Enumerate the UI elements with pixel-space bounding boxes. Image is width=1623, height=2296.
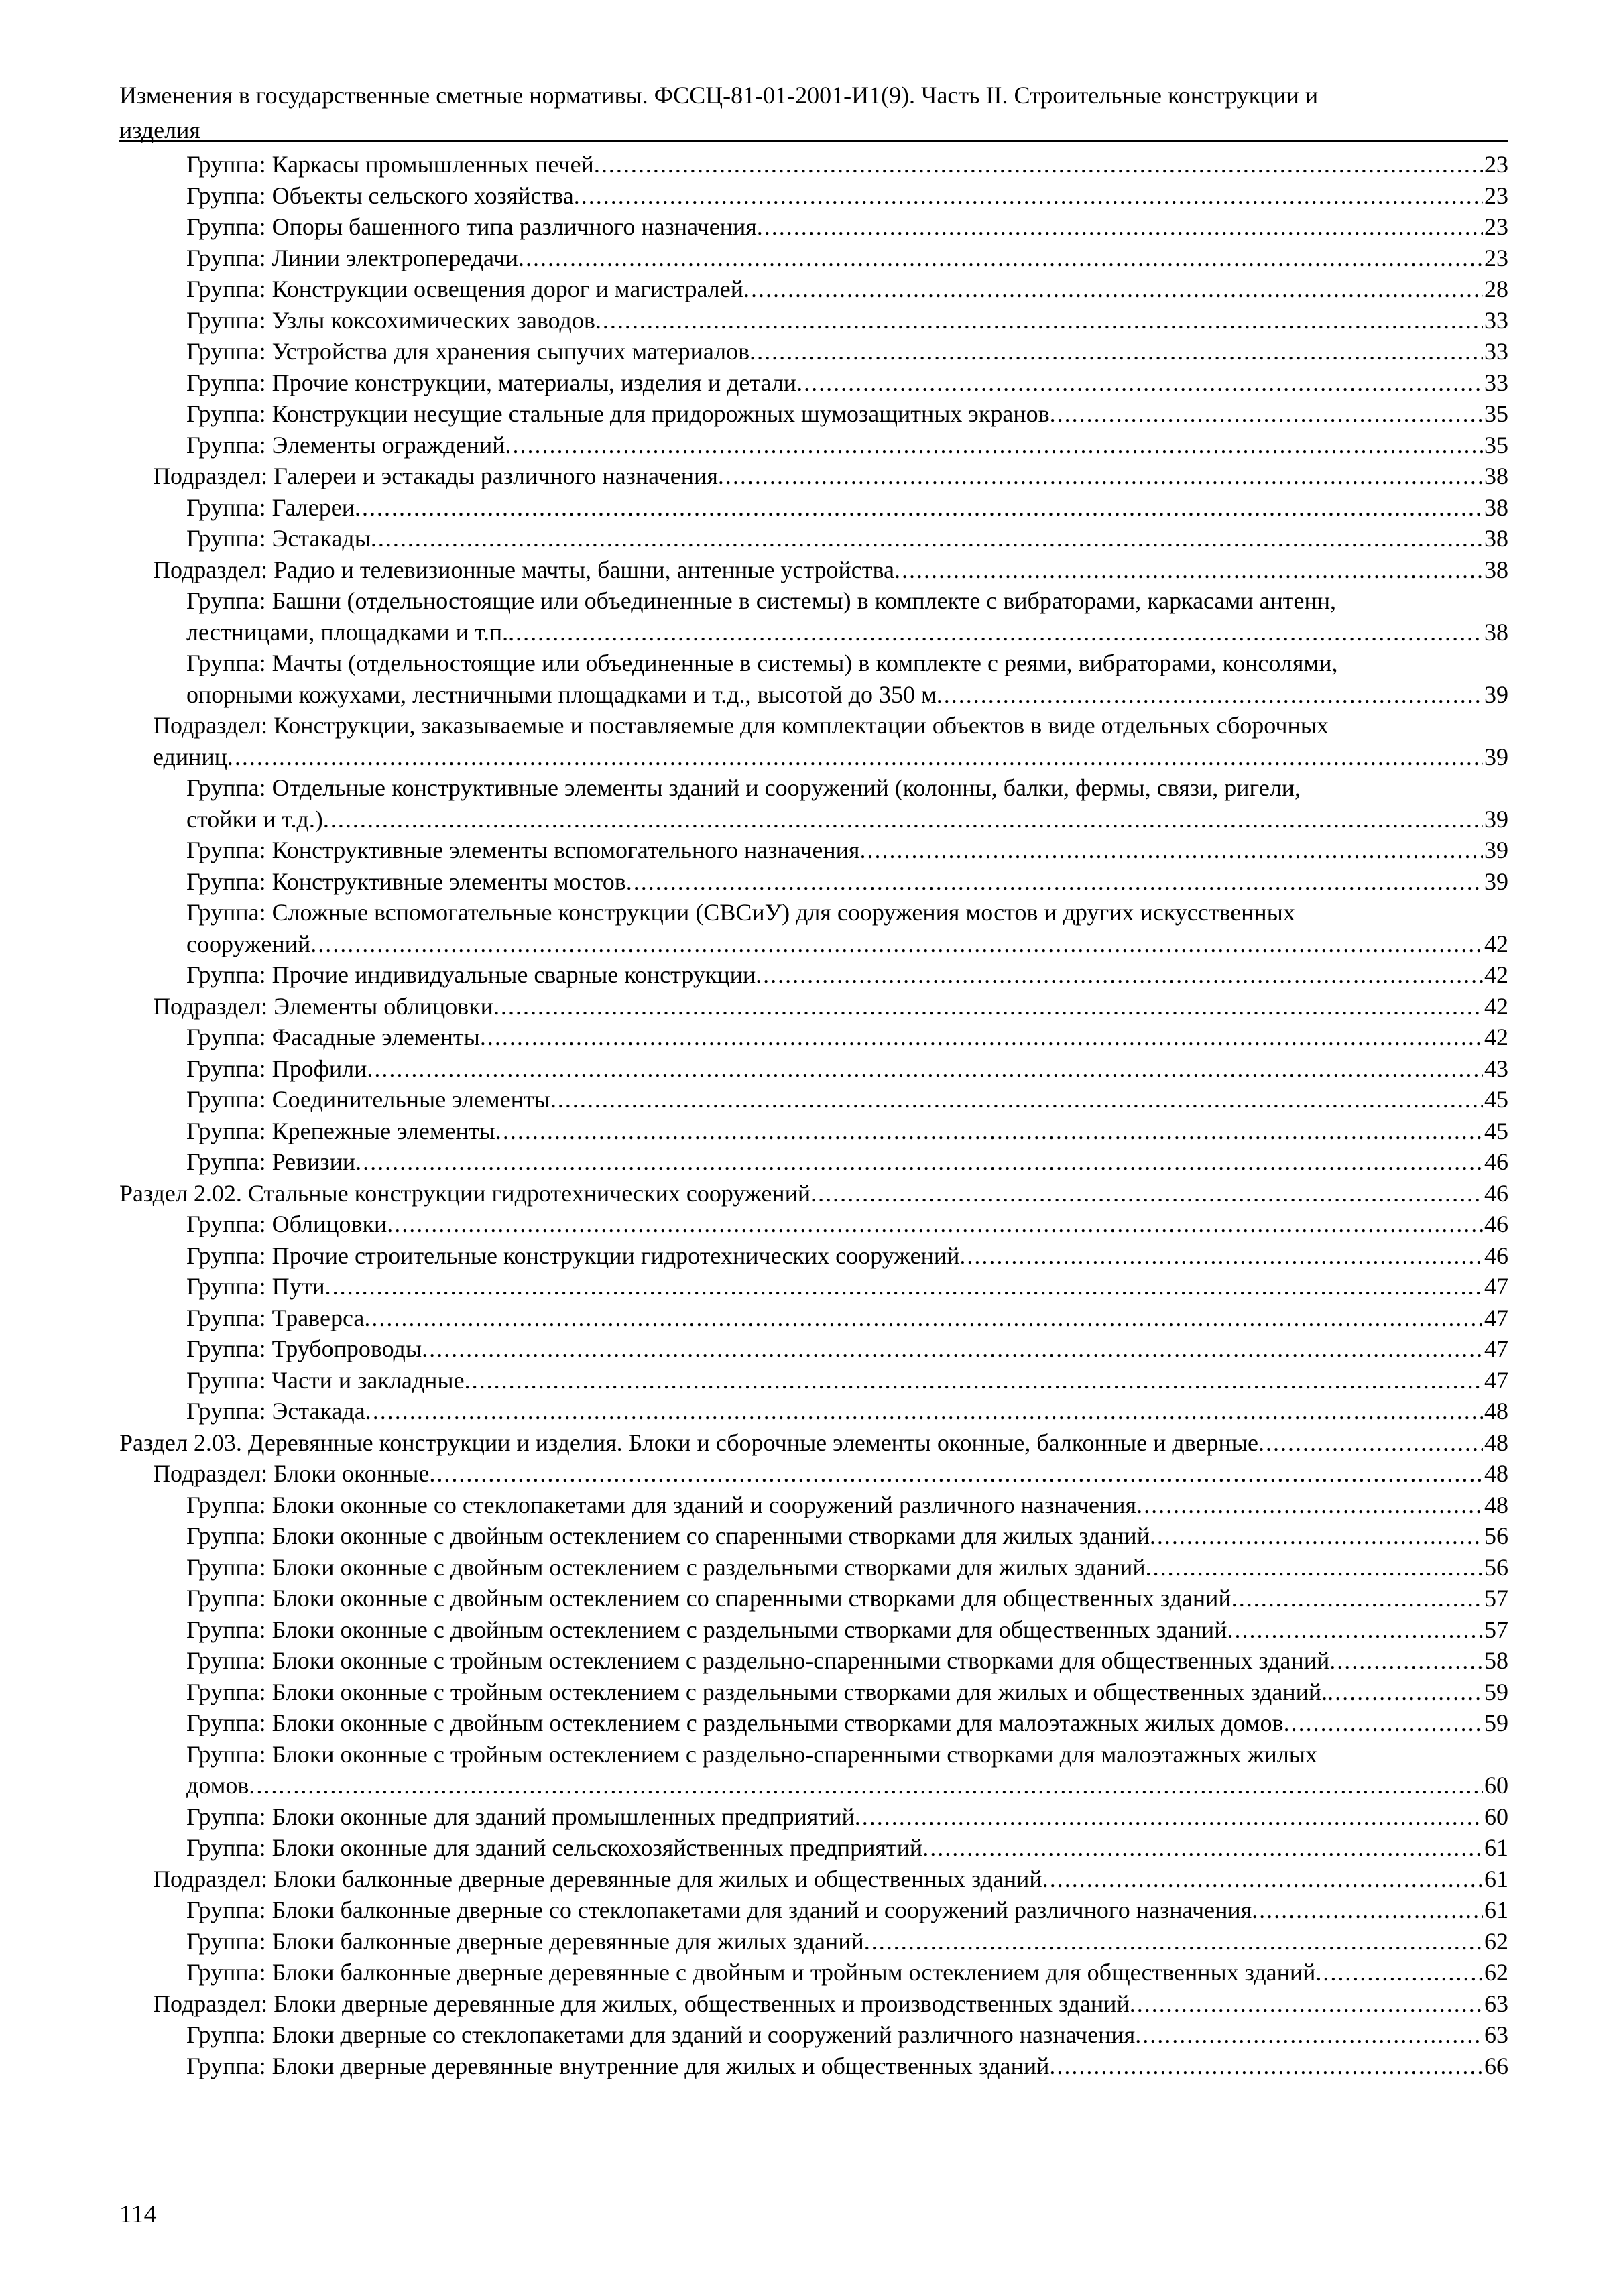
toc-page-number: 38 bbox=[1484, 463, 1508, 489]
toc-page-number: 23 bbox=[1484, 213, 1508, 240]
toc-group-entry bbox=[119, 1583, 1508, 1614]
toc-subsection-entry bbox=[119, 554, 1508, 586]
toc-section-entry bbox=[119, 1178, 1508, 1209]
toc-entry-text: Группа: Конструктивные элементы вспомогательного назначения bbox=[186, 837, 860, 863]
toc-group-entry bbox=[119, 1645, 1508, 1677]
toc-group-entry bbox=[119, 1926, 1508, 1957]
toc-group-entry bbox=[119, 897, 1508, 959]
toc-entry-text: Группа: Блоки оконные с двойным остеклением со спаренными створками для жилых зданий bbox=[186, 1522, 1150, 1549]
toc-group-entry bbox=[119, 1832, 1508, 1864]
header-line-2: изделия bbox=[119, 117, 200, 143]
toc-entry-text: Группа: Профили bbox=[186, 1054, 367, 1082]
toc-entry-text: Группа: Блоки оконные для зданий промышленных предприятий bbox=[186, 1803, 855, 1830]
toc-group-entry bbox=[119, 1894, 1508, 1926]
toc-entry-text: Группа: Прочие конструкции, материалы, изделия и детали bbox=[186, 369, 797, 396]
toc-group-entry bbox=[119, 1271, 1508, 1303]
dot-leader bbox=[1252, 1894, 1483, 1926]
dot-leader bbox=[1284, 1707, 1483, 1739]
toc-subsection-entry bbox=[119, 461, 1508, 492]
toc-page-number: 63 bbox=[1484, 1990, 1508, 2017]
dot-leader bbox=[937, 679, 1483, 711]
toc-entry-text: Группа: Блоки балконные дверные деревянные с двойным и тройным остеклением для общественных зданий bbox=[186, 1959, 1316, 1986]
toc-page-number: 61 bbox=[1484, 1865, 1508, 1892]
toc-group-entry bbox=[119, 1365, 1508, 1396]
toc-page-number: 66 bbox=[1484, 2052, 1508, 2079]
toc-page-number: 46 bbox=[1484, 1211, 1508, 1237]
toc-entry-text: Группа: Элементы ограждений bbox=[186, 431, 505, 459]
toc-page-number: 23 bbox=[1484, 182, 1508, 209]
toc-entry-text: Группа: Блоки оконные с тройным остеклением с раздельно-спаренными створками для малоэтажных жилых bbox=[186, 1740, 1317, 1768]
dot-leader bbox=[367, 1053, 1483, 1085]
toc-group-entry bbox=[119, 1303, 1508, 1334]
toc-group-entry bbox=[119, 274, 1508, 305]
dot-leader bbox=[1327, 1677, 1483, 1708]
toc-entry-text: Группа: Конструкции несущие стальные для придорожных шумозащитных экранов bbox=[186, 400, 1050, 427]
toc-group-entry bbox=[119, 149, 1508, 180]
toc-page-number: 39 bbox=[1484, 837, 1508, 863]
dot-leader bbox=[574, 180, 1483, 212]
dot-leader bbox=[493, 991, 1483, 1022]
toc-page-number: 56 bbox=[1484, 1553, 1508, 1581]
toc-page-number: 38 bbox=[1484, 493, 1508, 521]
toc-group-entry bbox=[119, 866, 1508, 898]
toc-group-entry bbox=[119, 1396, 1508, 1427]
toc-entry-text: Группа: Крепежные элементы bbox=[186, 1117, 495, 1144]
toc-entry-text: Группа: Блоки балконные дверные деревянные для жилых зданий bbox=[186, 1927, 864, 1955]
dot-leader bbox=[429, 1458, 1483, 1490]
dot-leader bbox=[756, 959, 1483, 991]
dot-leader bbox=[1130, 1988, 1483, 2020]
toc-group-entry bbox=[119, 430, 1508, 461]
toc-entry-text: Подраздел: Элементы облицовки bbox=[153, 992, 493, 1020]
toc-page-number: 42 bbox=[1484, 961, 1508, 988]
dot-leader bbox=[855, 1801, 1483, 1833]
toc-page-number: 39 bbox=[1484, 805, 1508, 833]
dot-leader bbox=[364, 1303, 1483, 1334]
toc-section-entry bbox=[119, 1427, 1508, 1459]
toc-group-entry bbox=[119, 305, 1508, 337]
toc-group-entry bbox=[119, 1739, 1508, 1801]
dot-leader bbox=[422, 1333, 1483, 1365]
toc-entry-text: Группа: Линии электропередачи bbox=[186, 244, 518, 271]
page-number: 114 bbox=[119, 2200, 157, 2228]
toc-entry-text: Группа: Блоки оконные с двойным остеклением с раздельными створками для малоэтажных жилых домов bbox=[186, 1709, 1284, 1736]
toc-entry-text: Группа: Отдельные конструктивные элементы зданий и сооружений (колонны, балки, фермы, связи, ригели, bbox=[186, 774, 1301, 801]
dot-leader bbox=[864, 1926, 1483, 1957]
toc-entry-text: Группа: Части и закладные bbox=[186, 1366, 465, 1394]
dot-leader bbox=[810, 1178, 1483, 1209]
toc-entry-text: Группа: Ревизии bbox=[186, 1148, 356, 1175]
dot-leader bbox=[508, 617, 1483, 648]
dot-leader bbox=[323, 804, 1483, 835]
toc-entry-text: Группа: Узлы коксохимических заводов bbox=[186, 306, 595, 334]
dot-leader bbox=[227, 741, 1483, 773]
toc-entry-text: Группа: Блоки оконные с тройным остеклением с раздельными створками для жилых и общественных зданий. bbox=[186, 1678, 1328, 1705]
toc-entry-text: лестницами, площадками и т.п. bbox=[186, 618, 509, 646]
toc-subsection-entry bbox=[119, 1458, 1508, 1490]
toc-group-entry bbox=[119, 1146, 1508, 1178]
toc-entry-text: Подраздел: Блоки оконные bbox=[153, 1460, 430, 1487]
toc-page-number: 57 bbox=[1484, 1585, 1508, 1612]
toc-page-number: 48 bbox=[1484, 1491, 1508, 1518]
toc-entry-text: единиц bbox=[153, 743, 227, 770]
toc-page-number: 63 bbox=[1484, 2021, 1508, 2048]
toc-page-number: 42 bbox=[1484, 930, 1508, 957]
toc-group-entry bbox=[119, 585, 1508, 648]
toc-page-number: 39 bbox=[1484, 680, 1508, 708]
toc-entry-text: сооружений bbox=[186, 930, 311, 957]
toc-page-number: 48 bbox=[1484, 1429, 1508, 1456]
dot-leader bbox=[355, 492, 1483, 524]
toc-group-entry bbox=[119, 1801, 1508, 1833]
toc-entry-text: Группа: Трубопроводы bbox=[186, 1335, 422, 1362]
dot-leader bbox=[749, 336, 1483, 367]
toc-group-entry bbox=[119, 398, 1508, 430]
toc-entry-text: Группа: Блоки оконные с двойным остеклением с раздельными створками для жилых зданий bbox=[186, 1553, 1146, 1581]
toc-entry-text: Группа: Опоры башенного типа различного назначения bbox=[186, 213, 757, 240]
toc-page-number: 57 bbox=[1484, 1616, 1508, 1643]
toc-entry-text: Группа: Галереи bbox=[186, 493, 355, 521]
toc-entry-text: Группа: Фасадные элементы bbox=[186, 1024, 480, 1050]
toc-entry-text: Группа: Блоки дверные со стеклопакетами для зданий и сооружений различного назначения bbox=[186, 2021, 1136, 2048]
toc-entry-text: Группа: Траверса bbox=[186, 1304, 365, 1331]
toc-group-entry bbox=[119, 492, 1508, 524]
dot-leader bbox=[595, 305, 1483, 337]
toc-entry-text: Подраздел: Радио и телевизионные мачты, башни, антенные устройства bbox=[153, 556, 894, 583]
toc-entry-text: Группа: Эстакады bbox=[186, 525, 371, 552]
toc-page-number: 60 bbox=[1484, 1803, 1508, 1830]
toc-page-number: 60 bbox=[1484, 1772, 1508, 1799]
dot-leader bbox=[365, 1396, 1483, 1427]
dot-leader bbox=[480, 1022, 1483, 1053]
dot-leader bbox=[387, 1209, 1483, 1240]
dot-leader bbox=[1150, 1520, 1483, 1552]
toc-page-number: 38 bbox=[1484, 525, 1508, 552]
dot-leader bbox=[495, 1115, 1483, 1147]
dot-leader bbox=[894, 554, 1483, 586]
toc-entry-text: Группа: Блоки оконные для зданий сельскохозяйственных предприятий bbox=[186, 1834, 923, 1861]
toc-group-entry bbox=[119, 1209, 1508, 1240]
toc-page-number: 23 bbox=[1484, 244, 1508, 271]
toc-page-number: 28 bbox=[1484, 276, 1508, 302]
toc-group-entry bbox=[119, 772, 1508, 835]
dot-leader bbox=[310, 928, 1483, 960]
toc-page-number: 33 bbox=[1484, 306, 1508, 334]
toc-page-number: 39 bbox=[1484, 867, 1508, 895]
toc-page-number: 48 bbox=[1484, 1460, 1508, 1487]
toc-group-entry bbox=[119, 1614, 1508, 1646]
header-line-1: Изменения в государственные сметные нормативы. ФССЦ-81-01-2001-И1(9). Часть II. Строительные конструкции и bbox=[119, 82, 1319, 109]
toc-group-entry bbox=[119, 959, 1508, 991]
toc-group-entry bbox=[119, 2051, 1508, 2082]
toc-entry-text: Раздел 2.02. Стальные конструкции гидротехнических сооружений bbox=[119, 1179, 811, 1207]
dot-leader bbox=[1049, 2051, 1483, 2082]
toc-group-entry bbox=[119, 648, 1508, 710]
toc-page-number: 43 bbox=[1484, 1054, 1508, 1082]
toc-page-number: 45 bbox=[1484, 1117, 1508, 1144]
toc-entry-text: Группа: Блоки оконные с двойным остеклением с раздельными створками для общественных зданий bbox=[186, 1616, 1227, 1643]
toc-page-number: 61 bbox=[1484, 1896, 1508, 1923]
toc-page-number: 35 bbox=[1484, 400, 1508, 427]
dot-leader bbox=[859, 835, 1483, 866]
toc-entry-text: Группа: Конструкции освещения дорог и магистралей bbox=[186, 276, 744, 302]
toc-entry-text: Группа: Соединительные элементы bbox=[186, 1086, 550, 1113]
dot-leader bbox=[796, 367, 1483, 399]
toc-entry-text: Группа: Блоки оконные с двойным остеклением со спаренными створками для общественных зданий bbox=[186, 1585, 1231, 1612]
toc-page-number: 45 bbox=[1484, 1086, 1508, 1113]
dot-leader bbox=[550, 1084, 1483, 1115]
toc-entry-text: Группа: Прочие строительные конструкции гидротехнических сооружений bbox=[186, 1242, 960, 1269]
toc-page-number: 38 bbox=[1484, 556, 1508, 583]
toc-group-entry bbox=[119, 1022, 1508, 1053]
header-divider bbox=[119, 140, 1508, 142]
dot-leader bbox=[626, 866, 1483, 898]
toc-page-number: 47 bbox=[1484, 1366, 1508, 1394]
toc-page-number: 59 bbox=[1484, 1709, 1508, 1736]
toc-page-number: 42 bbox=[1484, 1024, 1508, 1050]
toc-entry-text: Группа: Прочие индивидуальные сварные конструкции bbox=[186, 961, 756, 988]
toc-page-number: 56 bbox=[1484, 1522, 1508, 1549]
toc-page-number: 46 bbox=[1484, 1179, 1508, 1207]
toc-entry-text: Раздел 2.03. Деревянные конструкции и изделия. Блоки и сборочные элементы оконные, балконные и дверные bbox=[119, 1429, 1258, 1456]
toc-page-number: 58 bbox=[1484, 1647, 1508, 1674]
dot-leader bbox=[1135, 2019, 1483, 2051]
toc-page-number: 48 bbox=[1484, 1398, 1508, 1425]
toc-group-entry bbox=[119, 1957, 1508, 1988]
dot-leader bbox=[959, 1240, 1483, 1272]
toc-page-number: 59 bbox=[1484, 1678, 1508, 1705]
dot-leader bbox=[1329, 1645, 1483, 1677]
dot-leader bbox=[1258, 1427, 1483, 1459]
toc-group-entry bbox=[119, 180, 1508, 212]
toc-group-entry bbox=[119, 1240, 1508, 1272]
toc-entry-text: Группа: Блоки дверные деревянные внутренние для жилых и общественных зданий bbox=[186, 2052, 1050, 2079]
toc-group-entry bbox=[119, 1084, 1508, 1115]
toc-page-number: 33 bbox=[1484, 338, 1508, 365]
toc-entry-text: Группа: Конструктивные элементы мостов bbox=[186, 867, 626, 895]
toc-entry-text: Подраздел: Блоки дверные деревянные для жилых, общественных и производственных зданий bbox=[153, 1990, 1130, 2017]
toc-entry-text: Группа: Пути bbox=[186, 1273, 325, 1300]
toc-group-entry bbox=[119, 336, 1508, 367]
toc-group-entry bbox=[119, 367, 1508, 399]
toc-entry-text: Группа: Устройства для хранения сыпучих материалов bbox=[186, 338, 750, 365]
table-of-contents bbox=[119, 149, 1508, 2081]
toc-entry-text: Группа: Блоки балконные дверные со стеклопакетами для зданий и сооружений различного назначения bbox=[186, 1896, 1252, 1923]
dot-leader bbox=[325, 1271, 1483, 1303]
toc-page-number: 46 bbox=[1484, 1242, 1508, 1269]
toc-page-number: 62 bbox=[1484, 1959, 1508, 1986]
toc-group-entry bbox=[119, 1552, 1508, 1583]
toc-page-number: 23 bbox=[1484, 151, 1508, 178]
toc-page-number: 47 bbox=[1484, 1335, 1508, 1362]
toc-group-entry bbox=[119, 1677, 1508, 1708]
toc-page-number: 62 bbox=[1484, 1927, 1508, 1955]
toc-subsection-entry bbox=[119, 710, 1508, 772]
toc-page-number: 46 bbox=[1484, 1148, 1508, 1175]
toc-group-entry bbox=[119, 1520, 1508, 1552]
toc-entry-text: Группа: Башни (отдельностоящие или объединенные в системы) в комплекте с вибраторами, каркасами антенн, bbox=[186, 587, 1336, 614]
toc-page-number: 47 bbox=[1484, 1304, 1508, 1331]
toc-entry-text: Группа: Блоки оконные с тройным остеклением с раздельно-спаренными створками для общественных зданий bbox=[186, 1647, 1330, 1674]
toc-entry-text: стойки и т.д.) bbox=[186, 805, 323, 833]
dot-leader bbox=[505, 430, 1483, 461]
dot-leader bbox=[1042, 1864, 1483, 1895]
dot-leader bbox=[757, 211, 1483, 243]
dot-leader bbox=[1227, 1614, 1483, 1646]
toc-group-entry bbox=[119, 243, 1508, 274]
dot-leader bbox=[1315, 1957, 1483, 1988]
toc-entry-text: Группа: Блоки оконные со стеклопакетами для зданий и сооружений различного назначения bbox=[186, 1491, 1137, 1518]
toc-entry-text: домов bbox=[186, 1772, 249, 1799]
toc-entry-text: Группа: Каркасы промышленных печей bbox=[186, 151, 594, 178]
dot-leader bbox=[371, 523, 1483, 554]
dot-leader bbox=[518, 243, 1483, 274]
toc-group-entry bbox=[119, 1490, 1508, 1521]
toc-page-number: 39 bbox=[1484, 743, 1508, 770]
dot-leader bbox=[1146, 1552, 1483, 1583]
toc-entry-text: Подраздел: Блоки балконные дверные деревянные для жилых и общественных зданий bbox=[153, 1865, 1042, 1892]
dot-leader bbox=[465, 1365, 1483, 1396]
dot-leader bbox=[1050, 398, 1483, 430]
toc-entry-text: опорными кожухами, лестничными площадками и т.д., высотой до 350 м bbox=[186, 680, 937, 708]
toc-group-entry bbox=[119, 1333, 1508, 1365]
toc-subsection-entry bbox=[119, 991, 1508, 1022]
dot-leader bbox=[1136, 1490, 1483, 1521]
dot-leader bbox=[743, 274, 1483, 305]
dot-leader bbox=[1231, 1583, 1483, 1614]
dot-leader bbox=[922, 1832, 1483, 1864]
dot-leader bbox=[249, 1770, 1483, 1801]
toc-entry-text: Подраздел: Конструкции, заказываемые и поставляемые для комплектации объектов в виде отдельных сборочных bbox=[153, 712, 1329, 739]
toc-group-entry bbox=[119, 1053, 1508, 1085]
toc-subsection-entry bbox=[119, 1988, 1508, 2020]
toc-page-number: 42 bbox=[1484, 992, 1508, 1020]
toc-group-entry bbox=[119, 1707, 1508, 1739]
toc-group-entry bbox=[119, 2019, 1508, 2051]
dot-leader bbox=[594, 149, 1483, 180]
toc-group-entry bbox=[119, 1115, 1508, 1147]
toc-group-entry bbox=[119, 523, 1508, 554]
dot-leader bbox=[718, 461, 1483, 492]
toc-page-number: 47 bbox=[1484, 1273, 1508, 1300]
toc-entry-text: Подраздел: Галереи и эстакады различного назначения bbox=[153, 463, 718, 489]
toc-page-number: 61 bbox=[1484, 1834, 1508, 1861]
running-header bbox=[119, 78, 1508, 147]
toc-page-number: 33 bbox=[1484, 369, 1508, 396]
toc-group-entry bbox=[119, 211, 1508, 243]
toc-subsection-entry bbox=[119, 1864, 1508, 1895]
toc-entry-text: Группа: Объекты сельского хозяйства bbox=[186, 182, 574, 209]
toc-entry-text: Группа: Эстакада bbox=[186, 1398, 365, 1425]
toc-entry-text: Группа: Облицовки bbox=[186, 1211, 387, 1237]
toc-page-number: 38 bbox=[1484, 618, 1508, 646]
toc-group-entry bbox=[119, 835, 1508, 866]
toc-entry-text: Группа: Сложные вспомогательные конструкции (СВСиУ) для сооружения мостов и других искусственных bbox=[186, 899, 1295, 926]
toc-page-number: 35 bbox=[1484, 431, 1508, 459]
toc-entry-text: Группа: Мачты (отдельностоящие или объединенные в системы) в комплекте с реями, вибраторами, консолями, bbox=[186, 650, 1338, 676]
dot-leader bbox=[355, 1146, 1483, 1178]
